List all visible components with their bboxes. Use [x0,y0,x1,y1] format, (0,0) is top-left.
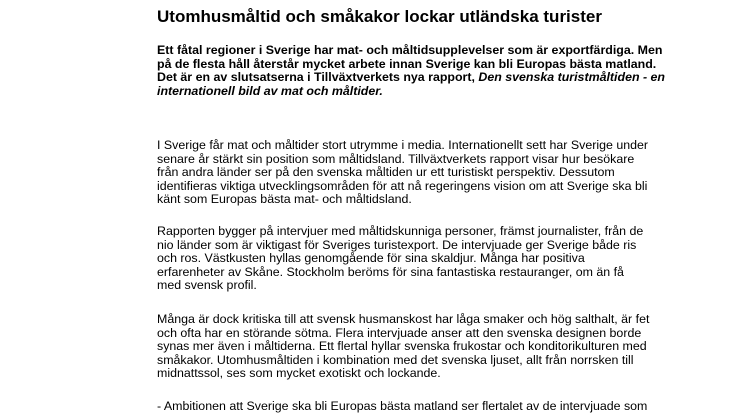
paragraph-line: och ofta har en störande sötma. Flera intervjuade anser att den svenska designen borde [157,325,642,340]
paragraph-line: midnattssol, ses som mycket exotiskt och lockande. [157,366,441,381]
body-paragraph-4 [157,400,677,414]
article-headline: Utomhusmåltid och småkakor lockar utländska turister [157,7,602,26]
paragraph-line: synas mer även i måltiderna. Ett flertal hyllar svenska frukostar och konditorikulturen med [157,339,647,354]
paragraph-line: från andra länder ser på den svenska måltiden ur ett turistiskt perspektiv. Dessutom [157,165,615,180]
lead-text: Ett fåtal regioner i Sverige har mat- och måltidsupplevelser som är exportfärdiga. Men på de flesta håll återstår mycket arbete innan Sverige kan bli Europas bästa matland. Det är en av slutsatserna i Tillväxtverkets nya rapport, [157,43,663,85]
paragraph-line: nio länder som är viktigast för Sveriges turistexport. De intervjuade ger Sverige både ris [157,237,637,252]
paragraph-line: och ros. Västkusten hyllas genomgående för sina skaldjur. Många har positiva [157,251,585,266]
paragraph-line: Rapporten bygger på intervjuer med måltidskunniga personer, främst journalister, från de [157,224,644,238]
paragraph-line: Många är dock kritiska till att svensk husmanskost har låga smaker och hög salthalt, är fet [157,312,650,326]
article-lead [157,44,677,98]
paragraph-line: erfarenheter av Skåne. Stockholm beröms för sina fantastiska restauranger, om än få [157,264,624,279]
report-title: Den svenska turistmåltiden - en internationell bild av mat och måltider. [157,70,665,98]
paragraph-line: identifieras viktiga utvecklingsområden för att nå regeringens vision om att Sverige ska bli [157,178,648,193]
paragraph-line: med svensk profil. [157,278,257,293]
paragraph-line: känt som Europas bästa mat- och måltidsland. [157,192,412,207]
body-paragraph-3 [157,313,677,381]
body-paragraph-2 [157,225,677,293]
paragraph-line: I Sverige får mat och måltider stort utrymme i media. Internationellt sett har Sverige under [157,138,649,152]
body-paragraph-1 [157,139,677,207]
paragraph-line: - Ambitionen att Sverige ska bli Europas bästa matland ser flertalet av de intervjuade som [157,399,648,413]
paragraph-line: småkakor. Utomhusmåltiden i kombination med det svenska ljuset, allt från norrsken till [157,352,634,367]
paragraph-line: senare år stärkt sin position som måltidsland. Tillväxtverkets rapport visar hur besökare [157,151,635,166]
